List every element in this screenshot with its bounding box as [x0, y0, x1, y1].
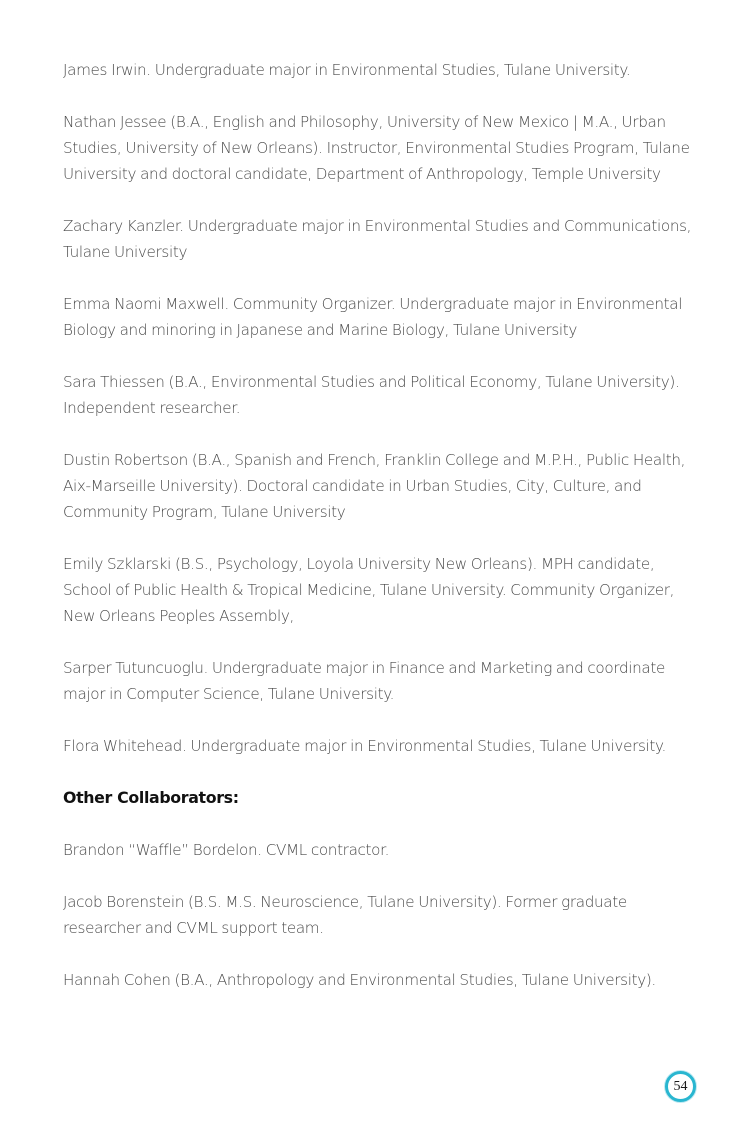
contributor-entry: Flora Whitehead. Undergraduate major in Environmental Studies, Tulane University.	[63, 737, 666, 755]
page-number-badge	[665, 1071, 696, 1102]
contributor-entry: James Irwin. Undergraduate major in Environmental Studies, Tulane University.	[63, 61, 631, 79]
collaborator-entry: Brandon “Waffle” Bordelon. CVML contractor.	[63, 841, 390, 859]
contributor-entry: Emma Naomi Maxwell. Community Organizer. Undergraduate major in Environmental Biology and minoring in Japanese and Marine Biology, Tulane University	[63, 295, 683, 339]
contributors-list	[63, 57, 703, 1019]
page-number: 54	[673, 1078, 688, 1094]
collaborator-entry: Hannah Cohen (B.A., Anthropology and Environmental Studies, Tulane University).	[63, 971, 656, 989]
contributor-entry: Sara Thiessen (B.A., Environmental Studies and Political Economy, Tulane University). Independent researcher.	[63, 373, 680, 417]
contributor-entry: Sarper Tutuncuoglu. Undergraduate major in Finance and Marketing and coordinate major in Computer Science, Tulane University.	[63, 659, 665, 703]
contributor-entry: Nathan Jessee (B.A., English and Philosophy, University of New Mexico | M.A., Urban Studies, University of New Orleans). Instructor, Environmental Studies Program, Tulane University and doctoral candidate, Department of Anthropology, Temple University	[63, 113, 690, 183]
contributor-entry: Zachary Kanzler. Undergraduate major in Environmental Studies and Communications, Tulane University	[63, 217, 692, 261]
contributor-entry: Emily Szklarski (B.S., Psychology, Loyola University New Orleans). MPH candidate, School of Public Health & Tropical Medicine, Tulane University. Community Organizer, New Orleans Peoples Assembly,	[63, 555, 675, 625]
collaborator-entry: Jacob Borenstein (B.S. M.S. Neuroscience, Tulane University). Former graduate researcher and CVML support team.	[63, 893, 627, 937]
other-collaborators-heading: Other Collaborators:	[63, 788, 239, 807]
contributor-entry: Dustin Robertson (B.A., Spanish and French, Franklin College and M.P.H., Public Health, Aix-Marseille University). Doctoral candidate in Urban Studies, City, Culture, and Community Program, Tulane University	[63, 451, 686, 521]
